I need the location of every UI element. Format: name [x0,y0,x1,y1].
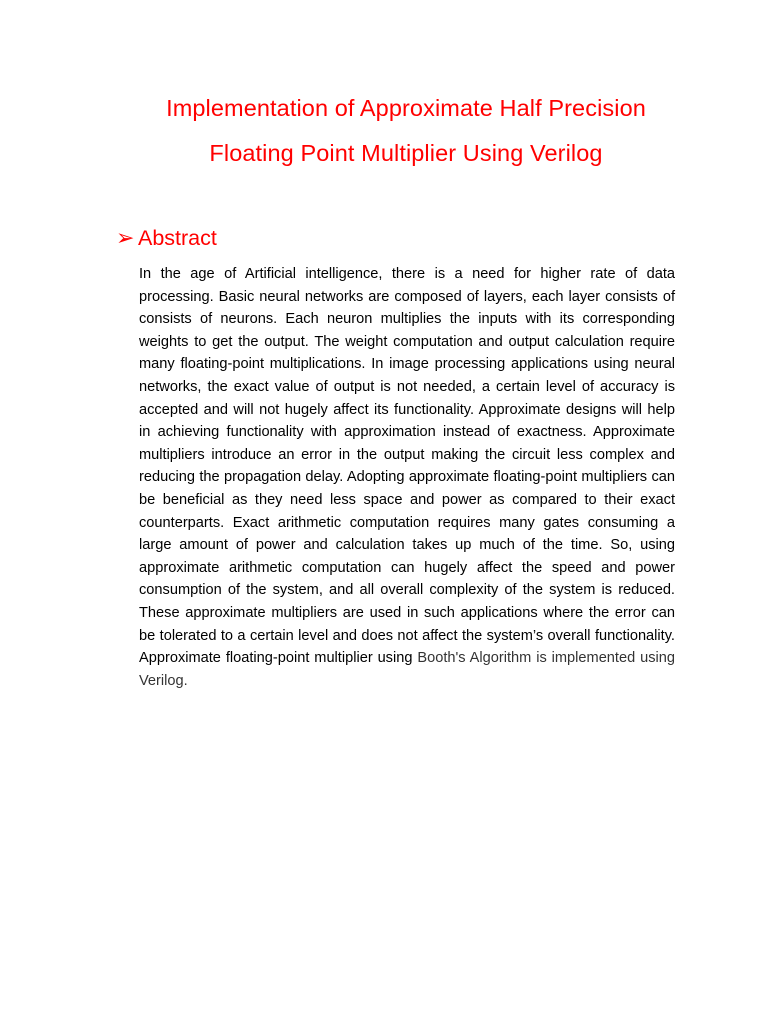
abstract-body: In the age of Artificial intelligence, there is a need for higher rate of data processing. Basic neural networks are composed of layers, each layer consists of consists of neurons. Each neuron multiplies the inputs with its corresponding weights to get the output. The weight computation and output calculation require many floating-point multiplications. In image processing applications using neural networks, the exact value of output is not needed, a certain level of accuracy is accepted and will not hugely affect its functionality. Approximate designs will help in achieving functionality with approximation instead of exactness. Approximate multipliers introduce an error in the output making the circuit less complex and reducing the propagation delay. Adopting approximate floating-point multipliers can be beneficial as they need less space and power as compared to their exact counterparts. Exact arithmetic computation requires many gates consuming a large amount of power and calculation takes up much of the time. So, using approximate arithmetic computation can hugely affect the speed and power consumption of the system, and all overall complexity of the system is reduced. These approximate multipliers are used in such applications where the error can be tolerated to a certain level and does not affect the system’s overall functionality. Approximate floating-point multiplier using [139,266,675,667]
abstract-tail: Booth's Algorithm is implemented using Verilog. [139,650,675,689]
document-title [100,86,712,176]
arrow-bullet-icon: ➢ [116,225,135,250]
section-heading: Abstract [138,226,217,250]
title-line-1: Implementation of Approximate Half Precision [166,95,646,121]
abstract-paragraph [139,263,675,692]
abstract-heading-row [116,222,217,254]
title-line-2: Floating Point Multiplier Using Verilog [209,140,603,166]
